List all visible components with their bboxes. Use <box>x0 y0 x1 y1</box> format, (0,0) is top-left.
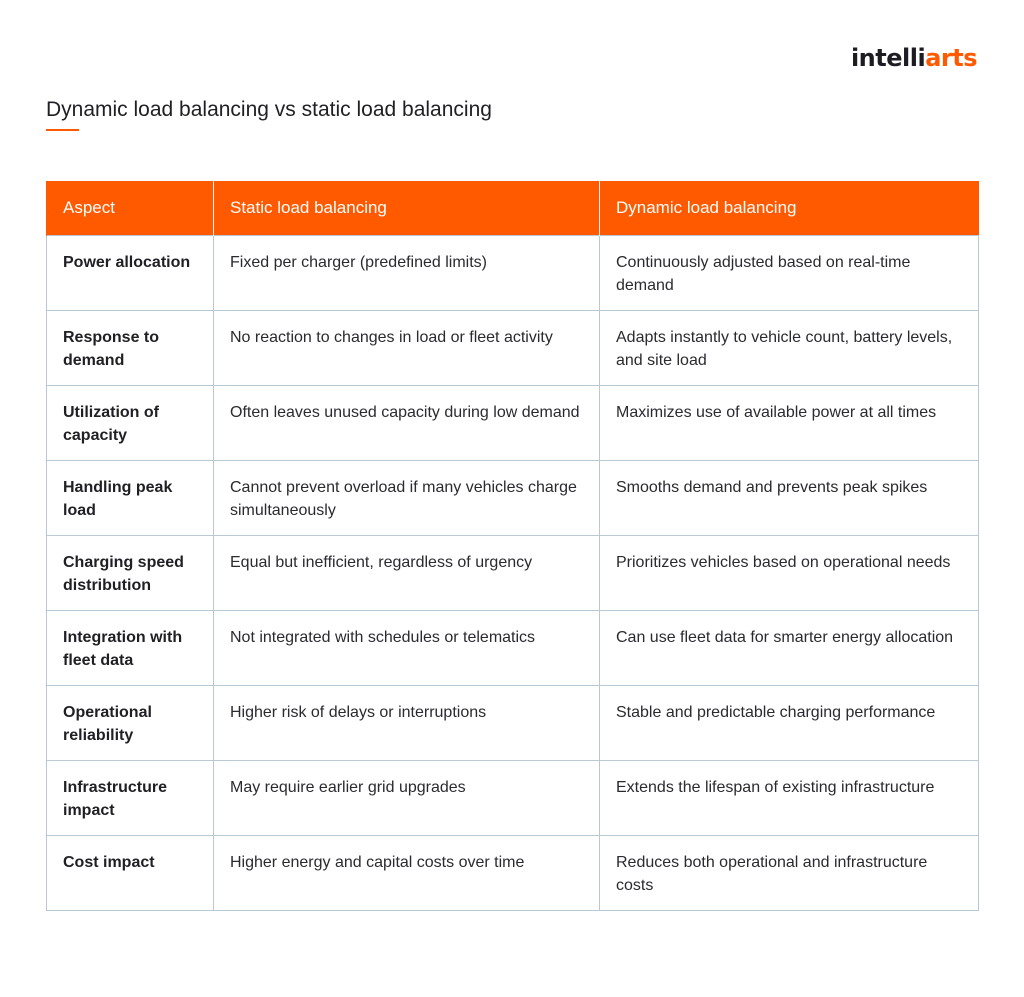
table-row <box>47 535 979 610</box>
table-row <box>47 385 979 460</box>
header-row <box>47 181 979 235</box>
aspect-cell: Power allocation <box>47 235 214 310</box>
aspect-cell: Operational reliability <box>47 685 214 760</box>
dynamic-cell: Prioritizes vehicles based on operational needs <box>600 535 979 610</box>
table-header <box>47 181 979 235</box>
dynamic-cell: Stable and predictable charging performance <box>600 685 979 760</box>
table-row <box>47 685 979 760</box>
aspect-cell: Infrastructure impact <box>47 760 214 835</box>
table-body <box>47 235 979 910</box>
table-row <box>47 310 979 385</box>
dynamic-cell: Can use fleet data for smarter energy allocation <box>600 610 979 685</box>
title-underline <box>46 129 79 131</box>
aspect-cell: Charging speed distribution <box>47 535 214 610</box>
intelliarts-logo <box>851 43 977 73</box>
dynamic-cell: Continuously adjusted based on real-time demand <box>600 235 979 310</box>
dynamic-cell: Extends the lifespan of existing infrastructure <box>600 760 979 835</box>
table-row <box>47 760 979 835</box>
static-cell: Higher risk of delays or interruptions <box>214 685 600 760</box>
comparison-table <box>46 181 979 911</box>
logo-main-text: intelli <box>850 44 926 72</box>
table-row <box>47 235 979 310</box>
table-row <box>47 610 979 685</box>
dynamic-cell: Maximizes use of available power at all times <box>600 385 979 460</box>
dynamic-cell: Smooths demand and prevents peak spikes <box>600 460 979 535</box>
static-cell: Not integrated with schedules or telematics <box>214 610 600 685</box>
static-cell: Equal but inefficient, regardless of urgency <box>214 535 600 610</box>
aspect-cell: Cost impact <box>47 835 214 910</box>
aspect-cell: Handling peak load <box>47 460 214 535</box>
header-static: Static load balancing <box>214 181 600 235</box>
static-cell: Fixed per charger (predefined limits) <box>214 235 600 310</box>
header-dynamic: Dynamic load balancing <box>600 181 979 235</box>
static-cell: Often leaves unused capacity during low demand <box>214 385 600 460</box>
static-cell: Higher energy and capital costs over time <box>214 835 600 910</box>
aspect-cell: Integration with fleet data <box>47 610 214 685</box>
table-row <box>47 835 979 910</box>
dynamic-cell: Reduces both operational and infrastructure costs <box>600 835 979 910</box>
aspect-cell: Response to demand <box>47 310 214 385</box>
static-cell: No reaction to changes in load or fleet activity <box>214 310 600 385</box>
logo-accent-text: arts <box>925 44 977 72</box>
page-title: Dynamic load balancing vs static load balancing <box>46 98 492 121</box>
dynamic-cell: Adapts instantly to vehicle count, battery levels, and site load <box>600 310 979 385</box>
header-aspect: Aspect <box>47 181 214 235</box>
static-cell: May require earlier grid upgrades <box>214 760 600 835</box>
static-cell: Cannot prevent overload if many vehicles charge simultaneously <box>214 460 600 535</box>
aspect-cell: Utilization of capacity <box>47 385 214 460</box>
table-row <box>47 460 979 535</box>
